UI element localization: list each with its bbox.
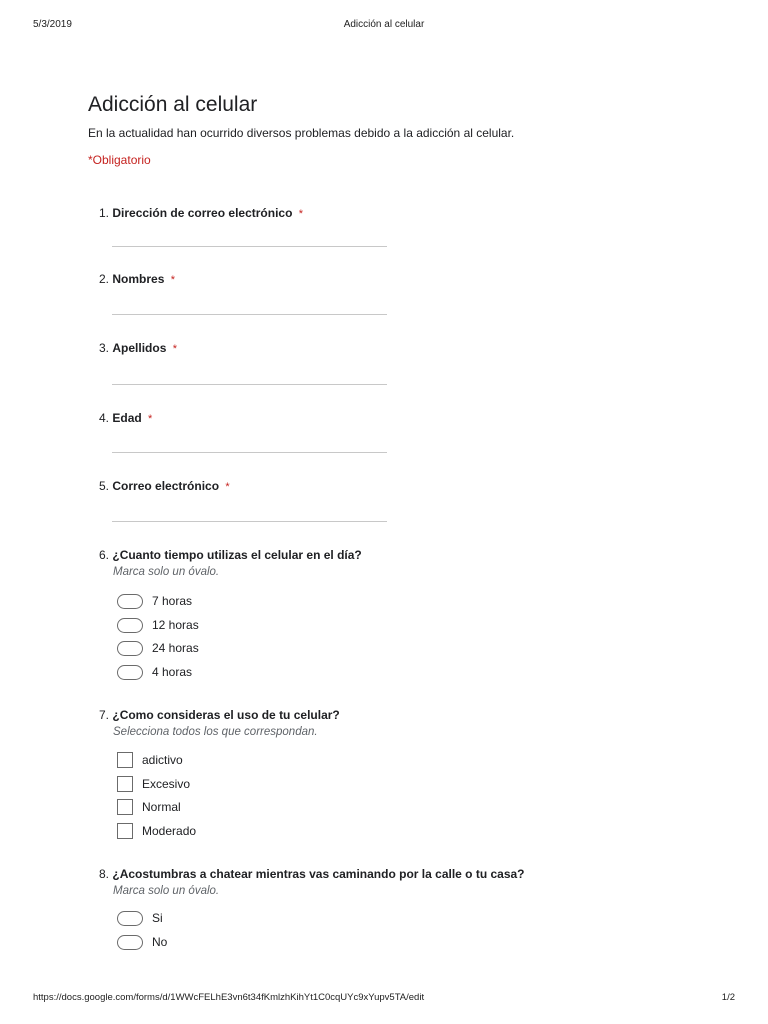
- question-uso-celular: [99, 708, 659, 838]
- question-title: [99, 479, 659, 494]
- radio-oval[interactable]: [117, 618, 143, 633]
- form-title: Adicción al celular: [88, 93, 258, 116]
- question-chatear-caminando: [99, 867, 659, 949]
- question-label: ¿Acostumbras a chatear mientras vas caminando por la calle o tu casa?: [112, 867, 525, 881]
- checkbox-option[interactable]: [117, 775, 190, 793]
- checkbox-option[interactable]: [117, 822, 196, 840]
- question-email-address: [99, 206, 659, 221]
- print-header: [33, 19, 735, 33]
- option-label: Excesivo: [142, 777, 191, 791]
- checkbox[interactable]: [117, 823, 133, 839]
- radio-oval[interactable]: [117, 665, 143, 680]
- required-asterisk: *: [172, 343, 177, 355]
- question-hint: Selecciona todos los que correspondan.: [113, 726, 318, 738]
- checkbox[interactable]: [117, 776, 133, 792]
- question-label: ¿Como consideras el uso de tu celular?: [112, 708, 340, 722]
- option-label: adictivo: [142, 753, 183, 767]
- edad-input[interactable]: [112, 452, 387, 453]
- checkbox-option[interactable]: [117, 798, 181, 816]
- option-label: Moderado: [142, 824, 197, 838]
- question-title: [99, 272, 659, 287]
- required-asterisk: *: [298, 208, 304, 220]
- radio-oval[interactable]: [117, 594, 143, 609]
- question-title: [99, 548, 659, 562]
- question-label: Correo electrónico: [112, 479, 220, 493]
- checkbox[interactable]: [117, 752, 133, 768]
- checkbox[interactable]: [117, 799, 133, 815]
- radio-option[interactable]: [117, 663, 192, 681]
- question-title: [99, 708, 659, 722]
- question-apellidos: [99, 341, 659, 356]
- apellidos-input[interactable]: [112, 384, 387, 385]
- checkbox-option[interactable]: [117, 751, 183, 769]
- radio-oval[interactable]: [117, 641, 143, 656]
- radio-option[interactable]: [117, 933, 167, 951]
- required-note: *Obligatorio: [88, 153, 151, 167]
- question-label: Edad: [112, 411, 142, 425]
- question-number: 3.: [99, 341, 110, 355]
- question-label: Nombres: [112, 272, 165, 286]
- option-label: 24 horas: [152, 641, 199, 655]
- question-number: 4.: [99, 411, 110, 425]
- option-label: Normal: [142, 800, 181, 814]
- question-title: [99, 206, 659, 221]
- print-url: https://docs.google.com/forms/d/1WWcFELhE3vn6t34fKmlzhKihYt1C0cqUYc9xYupv5TA/edit: [33, 992, 425, 1003]
- required-asterisk: *: [148, 413, 153, 425]
- question-title: [99, 341, 659, 356]
- question-number: 7.: [99, 708, 110, 722]
- question-number: 1.: [99, 206, 110, 220]
- radio-option[interactable]: [117, 909, 163, 927]
- question-number: 8.: [99, 867, 110, 881]
- question-number: 5.: [99, 479, 110, 493]
- radio-option[interactable]: [117, 616, 199, 634]
- question-hint: Marca solo un óvalo.: [113, 885, 220, 897]
- option-label: 4 horas: [152, 665, 193, 679]
- option-label: 7 horas: [152, 594, 193, 608]
- question-label: Apellidos: [112, 341, 167, 355]
- question-tiempo-celular: [99, 548, 659, 679]
- question-number: 2.: [99, 272, 110, 286]
- email-address-input[interactable]: [112, 246, 387, 247]
- question-title: [99, 411, 659, 426]
- question-correo-electronico: [99, 479, 659, 494]
- radio-oval[interactable]: [117, 935, 143, 950]
- option-label: Si: [152, 911, 163, 925]
- print-date: 5/3/2019: [33, 19, 72, 30]
- form-description: En la actualidad han ocurrido diversos problemas debido a la adicción al celular.: [88, 126, 515, 140]
- question-title: [99, 867, 659, 881]
- question-label: Dirección de correo electrónico: [112, 206, 293, 220]
- question-label: ¿Cuanto tiempo utilizas el celular en el día?: [112, 548, 362, 562]
- print-footer: [33, 992, 735, 1006]
- question-nombres: [99, 272, 659, 287]
- nombres-input[interactable]: [112, 314, 387, 315]
- option-label: No: [152, 935, 168, 949]
- radio-option[interactable]: [117, 639, 199, 657]
- question-edad: [99, 411, 659, 426]
- print-page-title: Adicción al celular: [343, 19, 425, 30]
- required-asterisk: *: [225, 481, 230, 493]
- question-number: 6.: [99, 548, 110, 562]
- page-number: 1/2: [721, 992, 735, 1003]
- required-asterisk: *: [170, 274, 175, 286]
- question-hint: Marca solo un óvalo.: [113, 566, 220, 578]
- correo-electronico-input[interactable]: [112, 521, 387, 522]
- radio-option[interactable]: [117, 592, 192, 610]
- radio-oval[interactable]: [117, 911, 143, 926]
- option-label: 12 horas: [152, 618, 199, 632]
